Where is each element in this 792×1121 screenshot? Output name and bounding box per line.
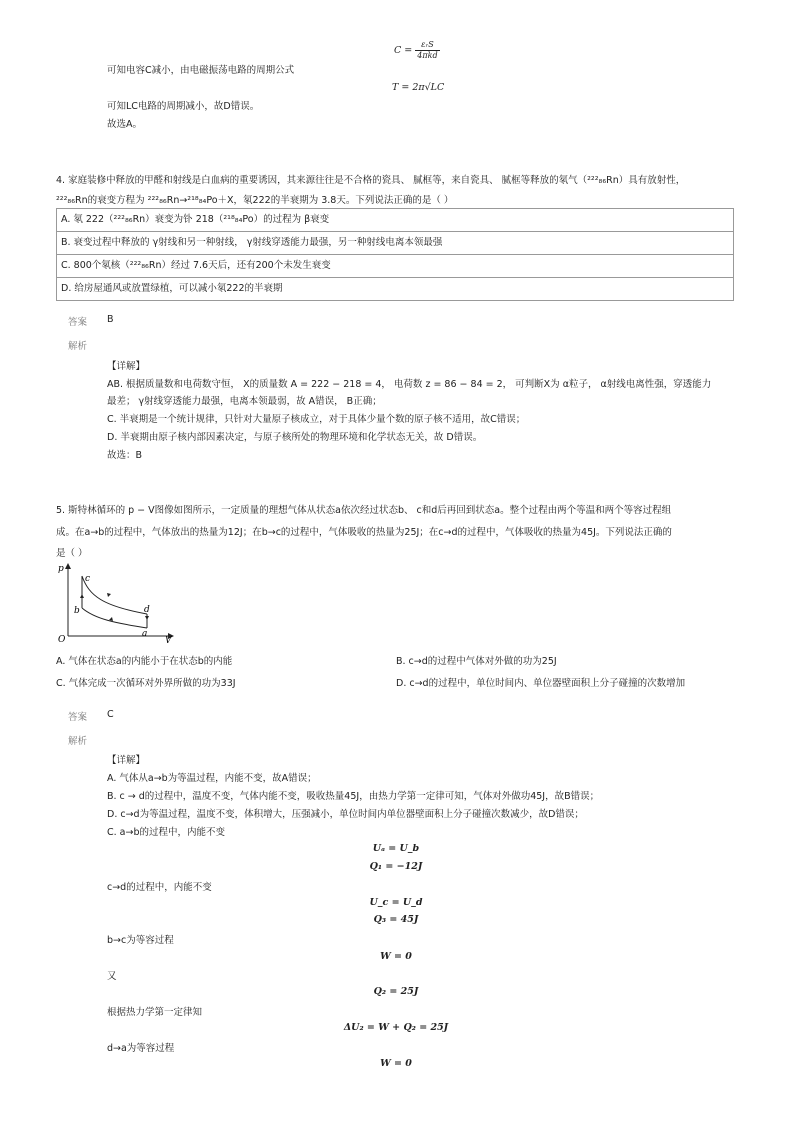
formula-period: T = 2π√LC bbox=[392, 82, 445, 93]
q4-explain-line: 最差； γ射线穿透能力最强，电离本领最弱，故 A错误， B正确； bbox=[107, 396, 382, 407]
pv-diagram bbox=[55, 562, 180, 644]
q4-option-d[interactable]: D. 给房屋通风或放置绿植，可以减小氡222的半衰期 bbox=[61, 283, 283, 294]
q5-explain-line: D. c→d为等温过程，温度不变，体积增大，压强减小，单位时间内单位器壁面积上分子碰撞次数减少，故D错误； bbox=[107, 809, 584, 820]
equation: U_c = U_d bbox=[369, 897, 423, 908]
text-line: 可知电容C减小，由电磁振荡电路的周期公式 bbox=[107, 65, 295, 76]
q4-explain-line: C. 半衰期是一个统计规律，只针对大量原子核成立，对于具体少量个数的原子核不适用，故C错误； bbox=[107, 414, 526, 425]
text-line: d→a为等容过程 bbox=[107, 1043, 175, 1054]
q4-stem-line1: 4. 家庭装修中释放的甲醛和射线是白血病的重要诱因，其来源往往是不合格的瓷具、 腻框等，来自瓷具、 腻框等释放的氡气（²²²₈₆Rn）具有放射性， bbox=[56, 175, 686, 186]
q5-option-c[interactable]: C. 气体完成一次循环对外界所做的功为33J bbox=[56, 678, 236, 689]
state-label-c: c bbox=[85, 574, 91, 584]
text-line: c→d的过程中，内能不变 bbox=[107, 882, 212, 893]
formula-c-numerator: εᵣS bbox=[415, 40, 439, 51]
q4-stem-line2: ²²²₈₆Rn的衰变方程为 ²²²₈₆Rn→²¹⁸₈₄Po＋X，氡222的半衰期为 3.8天。下列说法正确的是（ ） bbox=[56, 195, 454, 206]
q4-answer-value: B bbox=[107, 314, 114, 325]
q4-option-c[interactable]: C. 800个氡核（²²²₈₆Rn）经过 7.6天后，还有200个未发生衰变 bbox=[57, 255, 733, 278]
q4-option-a[interactable]: A. 氡 222（²²²₈₆Rn）衰变为钋 218（²¹⁸₈₄Po）的过程为 β衰变 bbox=[57, 209, 733, 232]
equation: W = 0 bbox=[380, 1058, 412, 1069]
equation: Q₂ = 25J bbox=[373, 986, 419, 997]
equation: Q₁ = −12J bbox=[369, 861, 423, 872]
q4-explain-line: 故选：B bbox=[107, 450, 143, 461]
equation: Uₐ = U_b bbox=[372, 843, 420, 854]
formula-c-denominator: 4πkd bbox=[417, 51, 438, 60]
q4-explain-line: AB. 根据质量数和电荷数守恒， X的质量数 A = 222 − 218 = 4， 电荷数 z = 86 − 84 = 2， 可判断X为 α粒子， α射线电离性强，穿透能力 bbox=[107, 379, 712, 390]
state-label-b: b bbox=[74, 606, 80, 616]
state-label-a: a bbox=[142, 629, 148, 639]
q4-analysis-label: 解析 bbox=[68, 341, 88, 352]
axis-label-v: V bbox=[165, 636, 172, 644]
origin-label: O bbox=[58, 635, 66, 644]
text-line: 故选A。 bbox=[107, 119, 142, 130]
isotherm-cd bbox=[82, 576, 147, 614]
direction-arrow bbox=[145, 616, 149, 620]
text-line: b→c为等容过程 bbox=[107, 935, 174, 946]
q5-option-a[interactable]: A. 气体在状态a的内能小于在状态b的内能 bbox=[56, 656, 233, 667]
equation: Q₃ = 45J bbox=[373, 914, 419, 925]
direction-arrow bbox=[80, 594, 84, 598]
q5-option-d[interactable]: D. c→d的过程中，单位时间内、单位器壁面积上分子碰撞的次数增加 bbox=[396, 678, 686, 689]
q4-detail-title: 【详解】 bbox=[107, 361, 146, 372]
q5-stem-line2: 成。在a→b的过程中，气体放出的热量为12J；在b→c的过程中，气体吸收的热量为25J；在c→d的过程中，气体吸收的热量为45J。下列说法正确的 bbox=[56, 527, 672, 538]
q5-stem-line3: 是（ ） bbox=[56, 548, 88, 559]
q5-answer-label: 答案 bbox=[68, 712, 88, 723]
q5-answer-value: C bbox=[107, 709, 114, 720]
isotherm-ba bbox=[82, 608, 147, 628]
q4-options-table bbox=[56, 208, 734, 301]
text-line: 又 bbox=[107, 971, 117, 982]
equation: W = 0 bbox=[380, 951, 412, 962]
direction-arrow bbox=[107, 593, 111, 597]
q5-detail-title: 【详解】 bbox=[107, 755, 146, 766]
q4-answer-label: 答案 bbox=[68, 317, 88, 328]
q5-analysis-label: 解析 bbox=[68, 736, 88, 747]
q5-stem-line1: 5. 斯特林循环的 p − V图像如图所示，一定质量的理想气体从状态a依次经过状态b、 c和d后再回到状态a。整个过程由两个等温和两个等容过程组 bbox=[56, 505, 672, 516]
q4-option-b[interactable]: B. 衰变过程中释放的 γ射线和另一种射线， γ射线穿透能力最强，另一种射线电离本领最强 bbox=[57, 232, 733, 255]
q5-explain-line: C. a→b的过程中，内能不变 bbox=[107, 827, 225, 838]
q5-explain-line: B. c → d的过程中，温度不变，气体内能不变，吸收热量45J，由热力学第一定律可知，气体对外做功45J，故B错误； bbox=[107, 791, 600, 802]
text-line: 可知LC电路的周期减小，故D错误。 bbox=[107, 101, 260, 112]
text-line: 根据热力学第一定律知 bbox=[107, 1007, 203, 1018]
q5-explain-line: A. 气体从a→b为等温过程，内能不变，故A错误； bbox=[107, 773, 317, 784]
formula-capacitance: C = $\frac{\text{εᵣS}}{\text{4πkd}}$ bbox=[394, 40, 438, 60]
equation: ΔU₂ = W + Q₂ = 25J bbox=[343, 1022, 449, 1033]
state-label-d: d bbox=[144, 605, 150, 615]
q5-option-b[interactable]: B. c→d的过程中气体对外做的功为25J bbox=[396, 656, 557, 667]
axis-label-p: p bbox=[58, 564, 64, 574]
q4-explain-line: D. 半衰期由原子核内部因素决定，与原子核所处的物理环境和化学状态无关，故 D错误。 bbox=[107, 432, 483, 443]
